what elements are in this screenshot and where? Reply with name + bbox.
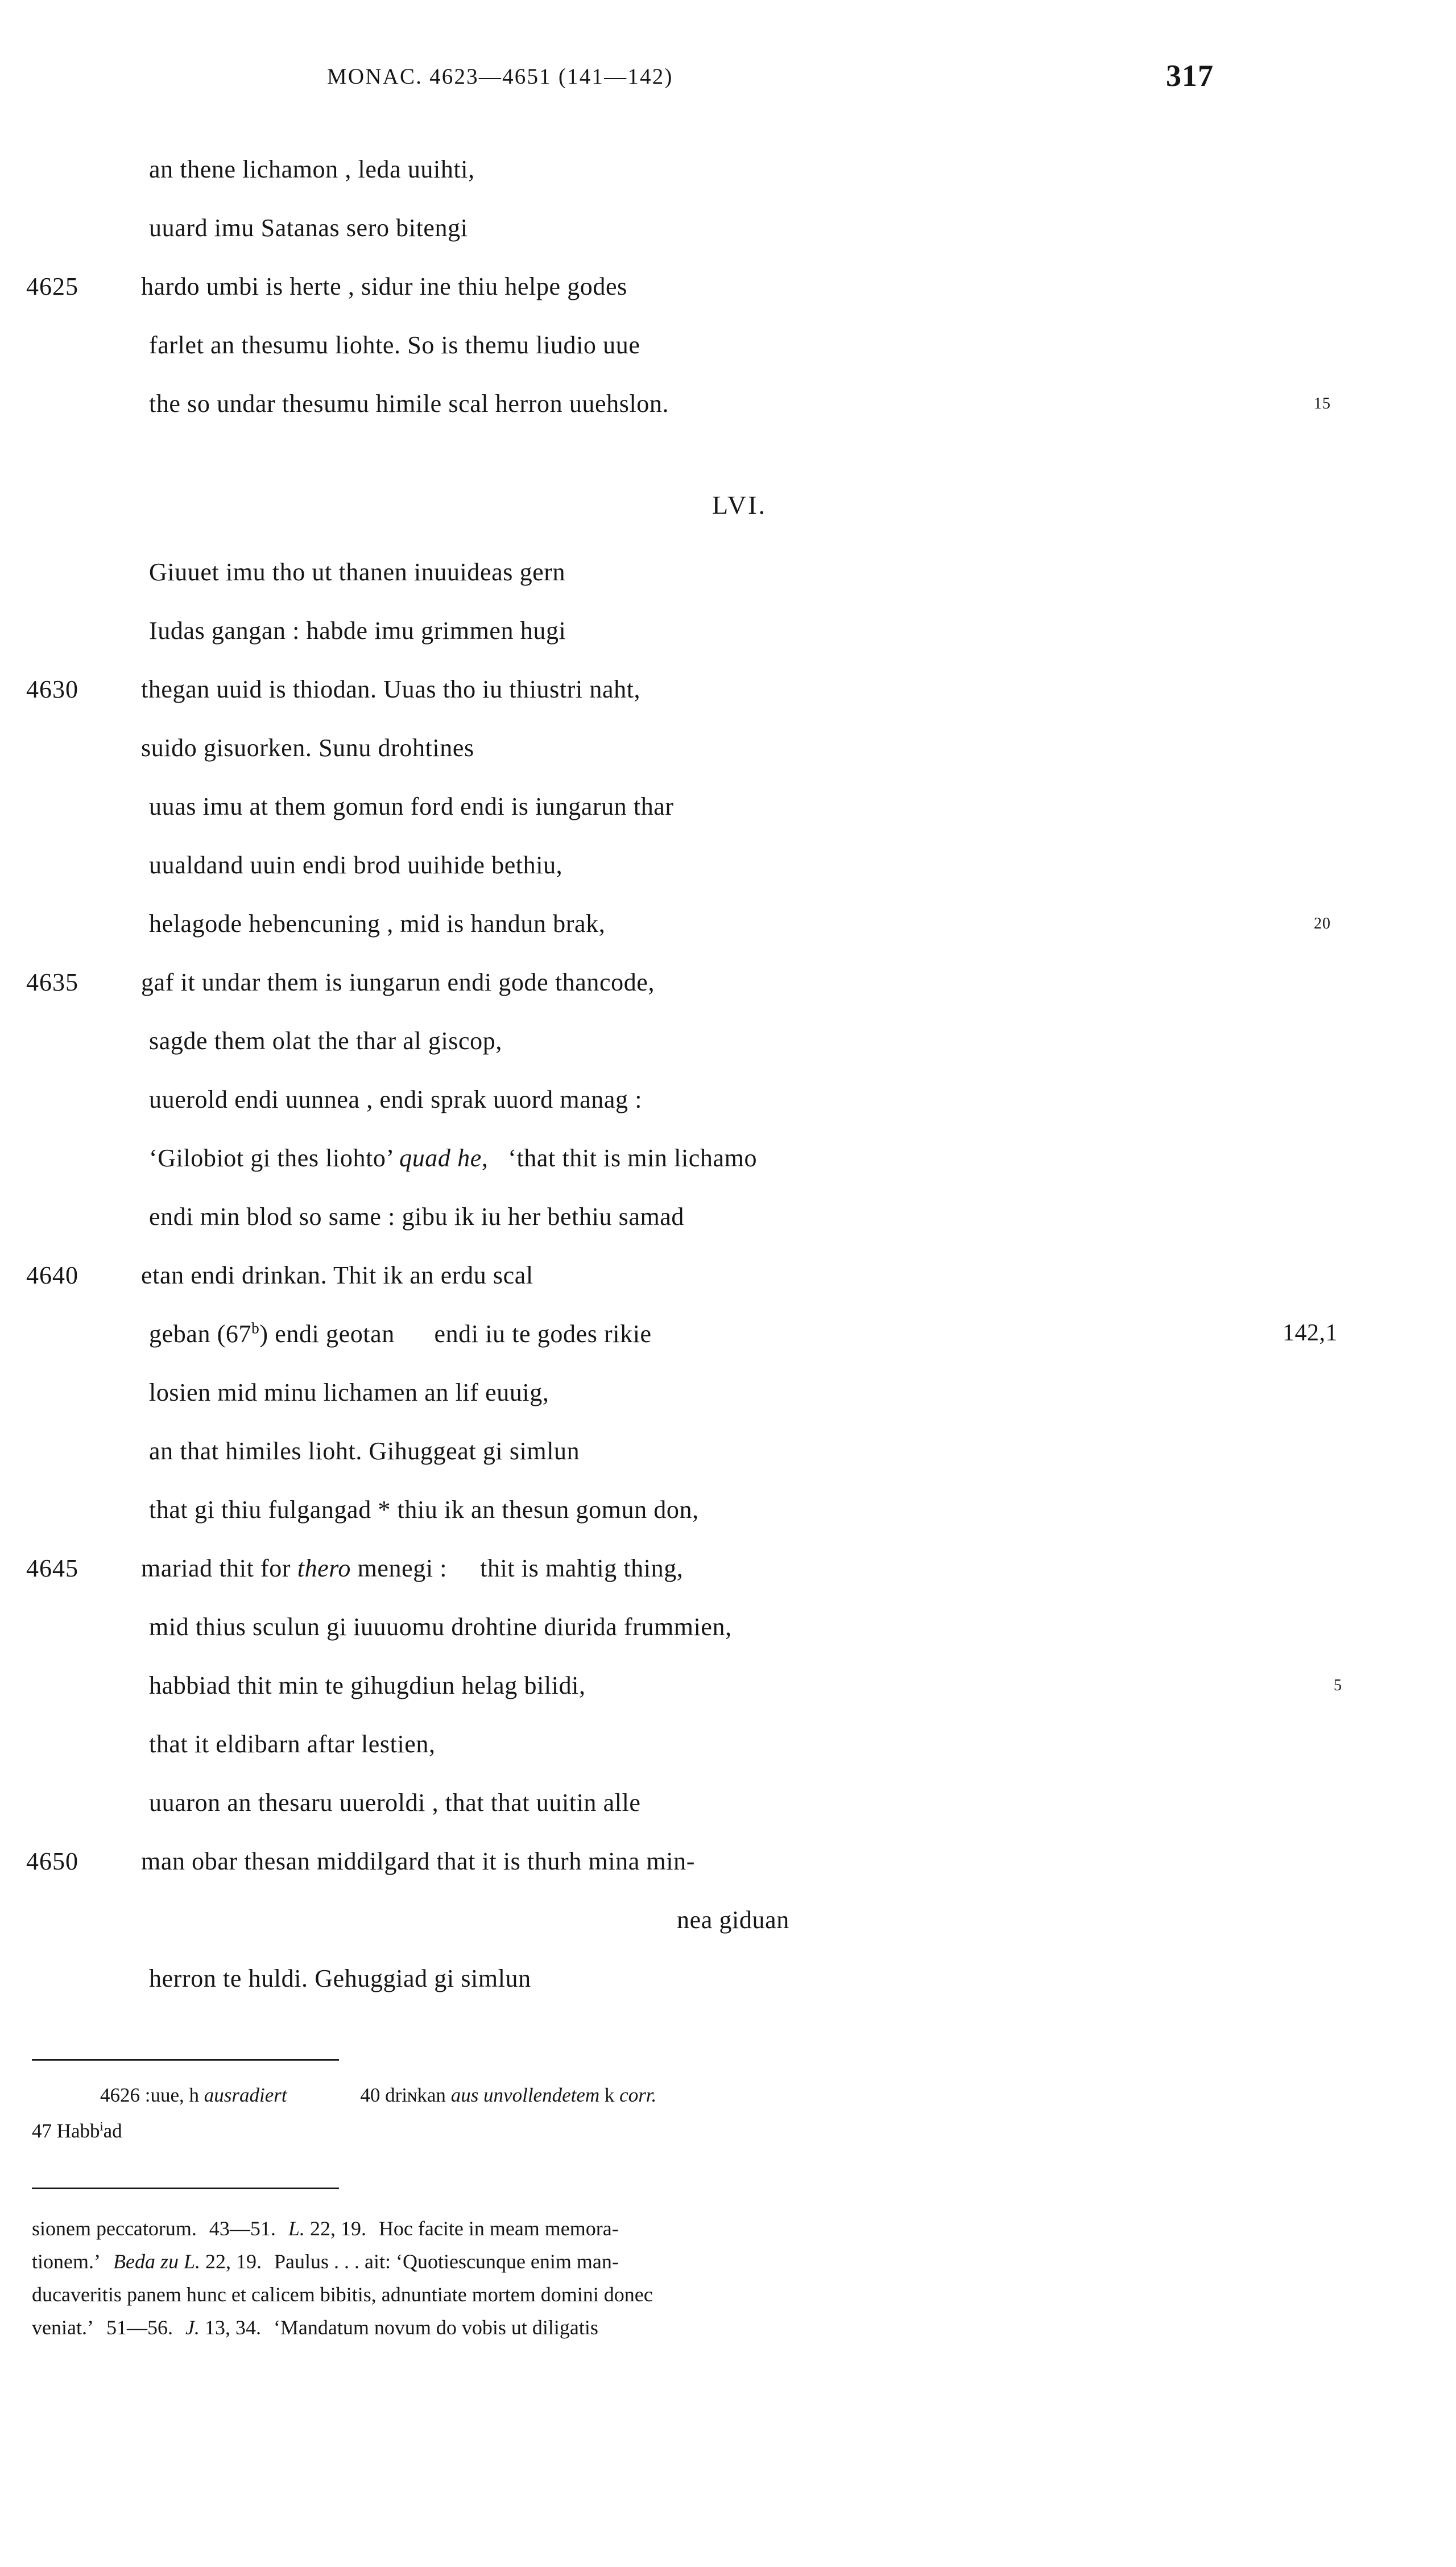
verse-line [0, 331, 1456, 389]
notes-text: veniat.’ [32, 2316, 94, 2339]
verse-line-text: sagde them olat the thar al giscop, [149, 1027, 502, 1055]
notes-text: 43—51. [209, 2217, 276, 2240]
page-number: 317 [1166, 59, 1214, 93]
running-head-title: MONAC. 4623—4651 (141—142) [327, 64, 673, 89]
verse-line-number: 4625 [26, 273, 78, 300]
verse-line-text: nea giduan [677, 1906, 789, 1934]
margin-note: 5 [1334, 1677, 1342, 1694]
verse-line-text: hardo umbi is herte , sidur ine thiu helpe godes [141, 273, 627, 300]
verse-line-text: mid thius sculun gi iuuuomu drohtine diurida frummien, [149, 1613, 732, 1641]
verse-line [0, 909, 1456, 968]
verse-line [0, 851, 1456, 909]
apparatus-italic: corr. [619, 2084, 657, 2106]
verse-line [0, 1026, 1456, 1085]
verse-line-text: suido gisuorken. Sunu drohtines [141, 734, 474, 762]
margin-note: 142,1 [1283, 1320, 1338, 1346]
notes-text: 51—56. [106, 2316, 173, 2339]
verse-line [0, 272, 1456, 331]
verse-line-number: 4645 [26, 1554, 78, 1582]
verse-line-text: uuerold endi uunnea , endi sprak uuord manag : [149, 1086, 643, 1113]
verse-line-text: the so undar thesumu himile scal herron uuehslon. [149, 390, 669, 418]
verse-line [0, 1437, 1456, 1495]
verse-line [0, 1319, 1456, 1378]
superscript-marker: b [251, 1319, 260, 1337]
superscript-marker: i [100, 2119, 104, 2133]
verse-line [0, 968, 1456, 1026]
verse-line-number: 4630 [26, 675, 78, 703]
apparatus-text: 47 Habb$^i$ad [32, 2119, 122, 2142]
verse-line-text: that it eldibarn aftar lestien, [149, 1730, 436, 1758]
verse-block-upper [0, 155, 1456, 2023]
notes-italic: L. [288, 2217, 305, 2240]
apparatus-rule-lower [32, 2188, 339, 2189]
apparatus-rule-upper [32, 2059, 339, 2061]
verse-line-text: herron te huldi. Gehuggiad gi simlun [149, 1965, 531, 1992]
verse-line [0, 1730, 1456, 1788]
verse-line [0, 389, 1456, 448]
document-page [0, 59, 1456, 2567]
verse-italic-gloss: thero [297, 1554, 351, 1582]
notes-line [32, 2311, 1431, 2344]
verse-line-text: uualdand uuin endi brod uuihide bethiu, [149, 851, 563, 879]
apparatus-line [32, 2080, 1422, 2111]
notes-line [32, 2278, 1431, 2311]
apparatus-italic: ausradiert [204, 2084, 287, 2106]
verse-line-text: ‘Gilobiot gi thes liohto’ quad he, ‘that thit is min lichamo [149, 1144, 758, 1172]
margin-note: 20 [1314, 915, 1331, 932]
verse-line-text: Iudas gangan : habde imu grimmen hugi [149, 617, 566, 645]
verse-line [0, 558, 1456, 616]
verse-line [0, 1202, 1456, 1261]
verse-line-text: uuas imu at them gomun ford endi is iungarun thar [149, 793, 674, 820]
apparatus-text: 40 driɴkan [360, 2084, 446, 2106]
verse-line-number: 4635 [26, 968, 78, 996]
apparatus-italic: aus unvollendetem [450, 2084, 600, 2106]
verse-line [0, 1671, 1456, 1730]
verse-line [0, 616, 1456, 675]
verse-line-text: losien mid minu lichamen an lif euuig, [149, 1379, 549, 1406]
critical-apparatus [0, 2080, 1456, 2147]
verse-line [0, 1788, 1456, 1847]
verse-line-text: uuaron an thesaru uueroldi , that that uuitin alle [149, 1789, 641, 1817]
verse-line-text: gaf it undar them is iungarun endi gode thancode, [141, 968, 655, 996]
verse-line-text: Giuuet imu tho ut thanen inuuideas gern [149, 558, 566, 586]
verse-line [0, 1847, 1456, 1905]
notes-italic: J. [185, 2316, 200, 2339]
verse-line [0, 792, 1456, 851]
verse-line-text: uuard imu Satanas sero bitengi [149, 214, 468, 242]
notes-text: sionem peccatorum. [32, 2217, 197, 2240]
verse-italic-gloss: quad he [399, 1144, 482, 1172]
verse-line [0, 213, 1456, 272]
verse-line [0, 733, 1456, 792]
source-notes [0, 2212, 1456, 2344]
verse-line-number: 4650 [26, 1847, 78, 1875]
verse-line-text: thegan uuid is thiodan. Uuas tho iu thiustri naht, [141, 675, 641, 703]
verse-line [0, 155, 1456, 213]
verse-line [0, 1261, 1456, 1319]
verse-line-text: geban (67$^b$) endi geotan endi iu te godes rikie [149, 1319, 652, 1348]
apparatus-text: 4626 :uue, h [100, 2084, 200, 2106]
verse-line-text: endi min blod so same : gibu ik iu her bethiu samad [149, 1203, 685, 1231]
notes-text: tionem.’ [32, 2250, 101, 2273]
apparatus-line [32, 2111, 1422, 2147]
notes-line [32, 2245, 1431, 2278]
notes-italic: Beda zu L. [113, 2250, 200, 2273]
running-head [0, 59, 1456, 104]
verse-line [0, 1554, 1456, 1612]
notes-text: ‘Mandatum novum do vobis ut diligatis [273, 2316, 598, 2339]
verse-line [0, 1144, 1456, 1202]
verse-line-text: an that himiles lioht. Gihuggeat gi simlun [149, 1437, 580, 1465]
apparatus-text: k [604, 2084, 615, 2106]
verse-line-number: 4640 [26, 1261, 78, 1289]
notes-text: ducaveritis panem hunc et calicem bibitis, adnuntiate mortem domini donec [32, 2283, 653, 2306]
verse-line [0, 1378, 1456, 1437]
verse-line-text: man obar thesan middilgard that it is thurh mina min- [141, 1847, 695, 1875]
verse-line-text: an thene lichamon , leda uuihti, [149, 155, 475, 183]
notes-line [32, 2212, 1431, 2245]
section-heading: LVI. [712, 490, 767, 519]
verse-line-text: mariad thit for thero menegi : thit is mahtig thing, [141, 1554, 684, 1582]
verse-line [0, 1612, 1456, 1671]
verse-line-continuation [0, 1905, 1456, 1964]
verse-line [0, 1085, 1456, 1144]
notes-text: 22, 19. [309, 2217, 366, 2240]
notes-text: Paulus . . . ait: ‘Quotiescunque enim man- [274, 2250, 619, 2273]
verse-line-text: farlet an thesumu liohte. So is themu liudio uue [149, 331, 640, 359]
notes-text: Hoc facite in meam memora- [378, 2217, 619, 2240]
verse-line-text: etan endi drinkan. Thit ik an erdu scal [141, 1261, 533, 1289]
notes-text: 13, 34. [204, 2316, 261, 2339]
verse-line-text: helagode hebencuning , mid is handun brak, [149, 910, 606, 938]
verse-line-text: habbiad thit min te gihugdiun helag bilidi, [149, 1672, 586, 1699]
verse-line [0, 1964, 1456, 2023]
margin-note: 15 [1314, 395, 1331, 412]
verse-line [0, 675, 1456, 733]
verse-line [0, 1495, 1456, 1554]
notes-text: 22, 19. [205, 2250, 262, 2273]
verse-line-text: that gi thiu fulgangad * thiu ik an thesun gomun don, [149, 1496, 699, 1524]
